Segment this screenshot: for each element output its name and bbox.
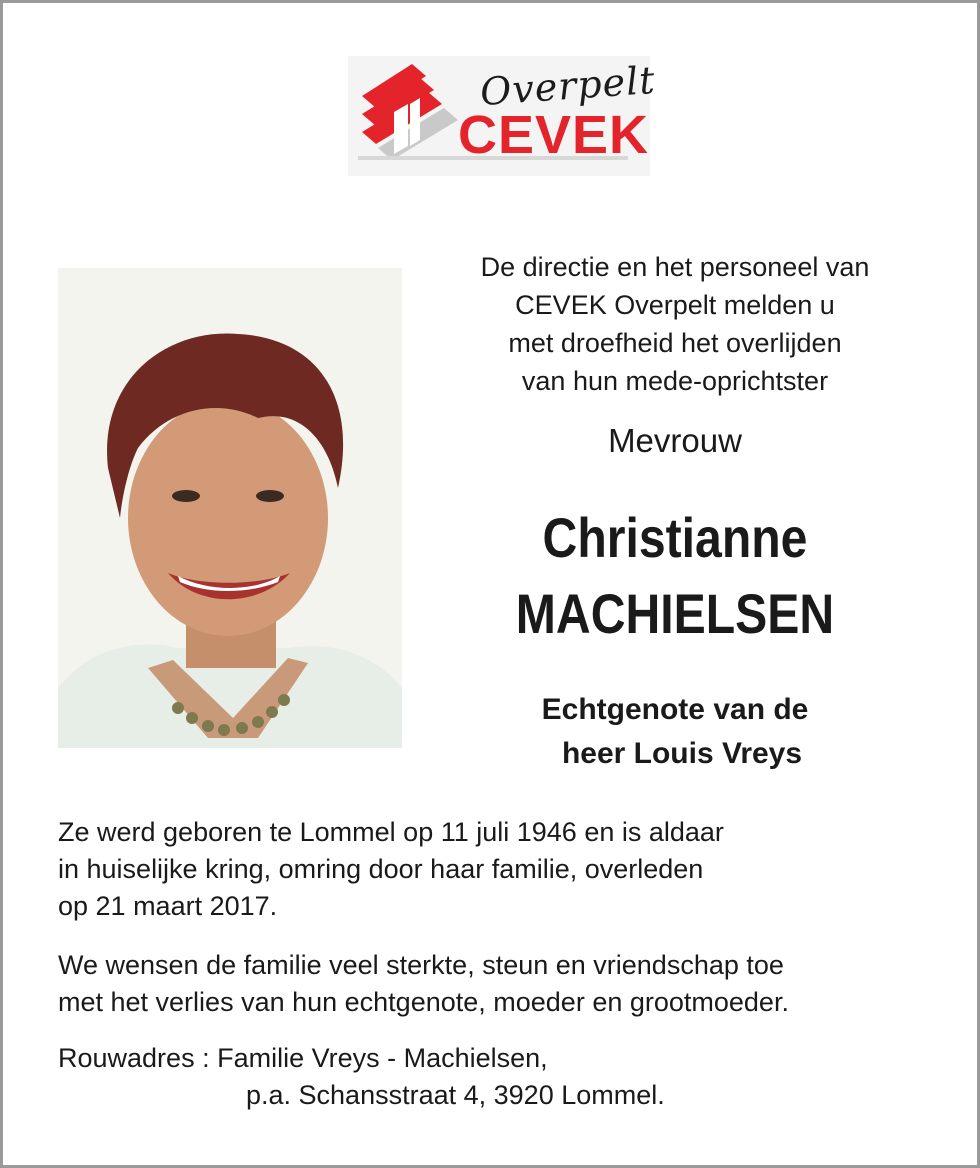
first-name: Christianne (542, 506, 808, 569)
paragraph-line: op 21 maart 2017. (58, 891, 278, 921)
intro-announcement (420, 248, 930, 400)
paragraph-line: met het verlies van hun echtgenote, moeder en grootmoeder. (58, 987, 789, 1017)
intro-line: met droefheid het overlijden (508, 328, 842, 358)
logo-brand-text: CEVEK (458, 105, 650, 165)
paragraph-line: in huiselijke kring, omring door haar familie, overleden (58, 854, 704, 884)
portrait-photo (58, 268, 402, 748)
paragraph-line: We wensen de familie veel sterkte, steun en vriendschap toe (58, 950, 784, 980)
address-line: p.a. Schansstraat 4, 3920 Lommel. (246, 1080, 665, 1110)
last-name: MACHIELSEN (515, 582, 835, 645)
intro-line: De directie en het personeel van (480, 252, 870, 282)
portrait-illustration (58, 268, 402, 748)
intro-line: CEVEK Overpelt melden u (515, 290, 835, 320)
spouse-line: heer Louis Vreys (561, 737, 803, 770)
spouse-line: Echtgenote van de (541, 693, 809, 726)
birth-death-paragraph (58, 814, 938, 925)
cevek-logo (348, 56, 657, 176)
mourning-address (58, 1040, 938, 1114)
intro-line: van hun mede-oprichtster (521, 366, 829, 396)
deceased-name (456, 500, 895, 652)
salutation: Mevrouw (608, 422, 742, 459)
logo-script-text: Overpelt (478, 57, 657, 115)
spouse-info (420, 688, 930, 776)
address-line: Rouwadres : Familie Vreys - Machielsen, (58, 1043, 548, 1073)
paragraph-line: Ze werd geboren te Lommel op 11 juli 1946 en is aldaar (58, 817, 724, 847)
condolence-paragraph (58, 947, 938, 1021)
